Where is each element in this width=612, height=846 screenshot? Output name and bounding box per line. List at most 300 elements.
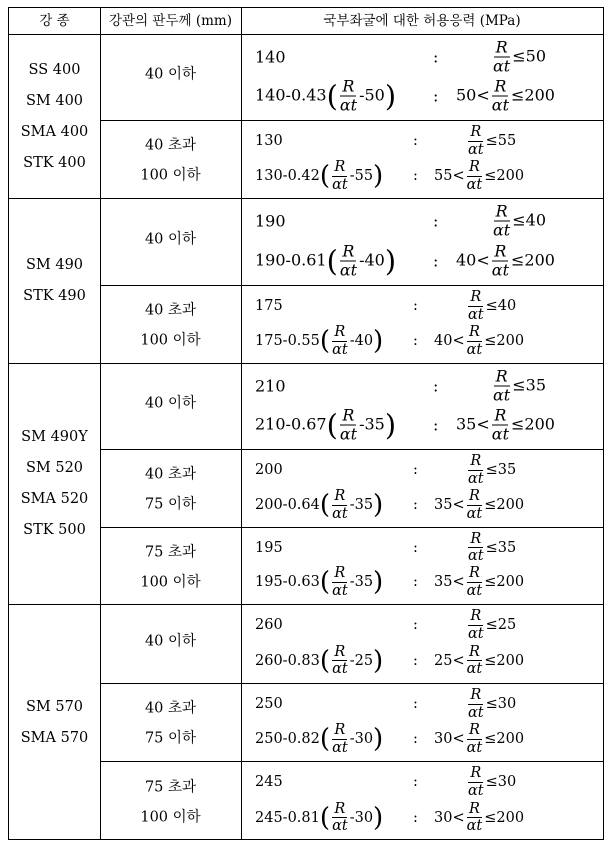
fraction-denominator: αt — [339, 424, 358, 444]
r-over-alpha-t-fraction — [465, 160, 485, 192]
stress-constant: 260 — [255, 617, 283, 634]
limit-value: 30 — [497, 696, 517, 713]
range-lower: 40 — [456, 250, 477, 270]
fraction-numerator: R — [334, 324, 346, 341]
close-paren: ) — [373, 326, 384, 357]
subrow-divider — [100, 449, 603, 450]
formula-limit: 35 — [354, 574, 374, 591]
le-sign: ≤ — [485, 539, 498, 556]
steel-grade-label: SM 570 — [25, 698, 84, 715]
range-condition — [456, 407, 555, 442]
range-condition — [434, 723, 524, 755]
r-over-alpha-t-fraction — [330, 325, 350, 357]
stress-constant: 130 — [255, 133, 283, 150]
range-lower: 35 — [434, 574, 453, 591]
r-over-alpha-t-fraction — [338, 78, 359, 113]
formula-limit: 25 — [354, 652, 374, 669]
thickness-label: 40 초과 — [144, 137, 197, 154]
r-over-alpha-t-fraction — [491, 37, 512, 76]
range-upper: 200 — [496, 731, 525, 748]
stress-constant: 140 — [255, 47, 286, 67]
thickness-label: 40 이하 — [144, 395, 197, 412]
formula-coefficient: 195-0.63 — [255, 574, 320, 591]
fraction-numerator: R — [468, 565, 480, 582]
le-sign: ≤ — [484, 652, 497, 669]
condition-separator: : — [433, 86, 439, 106]
fraction-numerator: R — [470, 530, 482, 547]
fraction-denominator: αt — [466, 505, 483, 522]
formula-limit: 55 — [354, 168, 374, 185]
stress-formula — [255, 243, 396, 278]
range-condition — [434, 160, 524, 192]
open-paren: ( — [319, 802, 331, 833]
fraction-numerator: R — [468, 722, 480, 739]
r-over-alpha-t-fraction — [466, 532, 486, 564]
range-upper: 200 — [524, 414, 555, 434]
fraction-denominator: αt — [493, 385, 511, 405]
condition-separator: : — [413, 731, 418, 748]
header-thickness: 강관의 판두께 (mm) — [109, 13, 232, 29]
range-upper: 200 — [496, 168, 525, 185]
formula-coefficient: 245-0.81 — [255, 809, 320, 826]
range-upper: 200 — [524, 250, 555, 270]
fraction-numerator: R — [468, 800, 480, 817]
fraction-numerator: R — [468, 488, 480, 505]
minus-sign: - — [349, 333, 355, 350]
allowable-stress-table — [8, 7, 604, 840]
le-sign: ≤ — [485, 617, 498, 634]
stress-formula — [255, 489, 383, 521]
upper-limit-condition — [491, 366, 546, 405]
condition-separator: : — [433, 376, 439, 396]
r-over-alpha-t-fraction — [330, 160, 350, 192]
stress-formula — [255, 723, 383, 755]
condition-separator: : — [433, 415, 439, 435]
condition-separator: : — [413, 652, 418, 669]
stress-formula — [255, 160, 383, 192]
steel-grade-label: SM 400 — [25, 92, 84, 109]
thickness-label: 40 이하 — [144, 633, 197, 649]
fraction-numerator: R — [334, 800, 346, 817]
formula-limit: 40 — [354, 333, 374, 350]
fraction-numerator: R — [495, 366, 508, 386]
fraction-denominator: αt — [332, 818, 348, 835]
minus-sign: - — [359, 85, 365, 105]
le-sign: ≤ — [485, 696, 498, 713]
thickness-label: 100 이하 — [140, 809, 201, 825]
fraction-numerator: R — [334, 488, 346, 505]
fraction-numerator: R — [495, 201, 508, 221]
fraction-numerator: R — [494, 241, 507, 261]
steel-grade-label: STK 400 — [23, 154, 86, 171]
fraction-denominator: αt — [339, 260, 358, 280]
le-sign: ≤ — [485, 133, 498, 150]
r-over-alpha-t-fraction — [330, 645, 350, 677]
fraction-denominator: αt — [466, 818, 483, 835]
limit-value: 55 — [497, 133, 517, 150]
r-over-alpha-t-fraction — [330, 566, 350, 598]
condition-separator: : — [413, 774, 418, 791]
limit-value: 35 — [525, 375, 546, 395]
open-paren: ( — [319, 490, 331, 521]
condition-separator: : — [413, 462, 418, 479]
range-upper: 200 — [524, 85, 555, 105]
fraction-numerator: R — [334, 643, 346, 660]
r-over-alpha-t-fraction — [465, 325, 485, 357]
fraction-denominator: αt — [466, 582, 483, 599]
r-over-alpha-t-fraction — [338, 243, 359, 278]
stress-formula — [255, 645, 383, 677]
fraction-denominator: αt — [332, 505, 348, 522]
lt-sign: < — [476, 85, 490, 105]
le-sign: ≤ — [484, 333, 497, 350]
condition-separator: : — [413, 333, 418, 350]
le-sign: ≤ — [484, 497, 497, 514]
stress-constant: 175 — [255, 298, 283, 315]
header-steel-type: 강 종 — [39, 13, 70, 29]
range-lower: 30 — [434, 809, 453, 826]
fraction-denominator: αt — [332, 661, 348, 678]
thickness-label: 75 초과 — [144, 779, 197, 795]
column-divider-1 — [100, 8, 101, 839]
minus-sign: - — [349, 731, 355, 748]
le-sign: ≤ — [511, 85, 525, 105]
range-lower: 50 — [456, 85, 477, 105]
stress-formula — [255, 566, 383, 598]
range-condition — [434, 325, 524, 357]
r-over-alpha-t-fraction — [338, 407, 359, 442]
close-paren: ) — [384, 407, 397, 442]
upper-limit-condition — [466, 532, 516, 564]
lt-sign: < — [452, 574, 465, 591]
close-paren: ) — [373, 645, 384, 676]
upper-limit-condition — [466, 609, 516, 641]
range-lower: 30 — [434, 731, 453, 748]
r-over-alpha-t-fraction — [490, 407, 511, 442]
le-sign: ≤ — [484, 731, 497, 748]
open-paren: ( — [319, 724, 331, 755]
minus-sign: - — [349, 497, 355, 514]
upper-limit-condition — [466, 766, 516, 798]
formula-coefficient: 250-0.82 — [255, 731, 320, 748]
le-sign: ≤ — [511, 250, 525, 270]
fraction-numerator: R — [470, 687, 482, 704]
lt-sign: < — [452, 497, 465, 514]
upper-limit-condition — [466, 125, 516, 157]
fraction-numerator: R — [470, 453, 482, 470]
formula-limit: 30 — [354, 731, 374, 748]
close-paren: ) — [373, 490, 384, 521]
upper-limit-condition — [466, 688, 516, 720]
fraction-denominator: αt — [332, 582, 348, 599]
fraction-denominator: αt — [332, 341, 348, 358]
fraction-denominator: αt — [468, 141, 484, 158]
le-sign: ≤ — [485, 298, 498, 315]
fraction-denominator: αt — [468, 782, 484, 799]
limit-value: 50 — [525, 46, 546, 66]
le-sign: ≤ — [512, 375, 526, 395]
range-upper: 200 — [496, 333, 525, 350]
formula-coefficient: 200-0.64 — [255, 497, 320, 514]
fraction-denominator: αt — [332, 739, 348, 756]
fraction-denominator: αt — [466, 739, 483, 756]
close-paren: ) — [373, 161, 384, 192]
limit-value: 40 — [497, 298, 517, 315]
upper-limit-condition — [491, 201, 546, 240]
r-over-alpha-t-fraction — [466, 609, 486, 641]
fraction-denominator: αt — [493, 56, 511, 76]
fraction-denominator: αt — [491, 424, 509, 444]
limit-value: 30 — [497, 774, 517, 791]
fraction-denominator: αt — [468, 548, 484, 565]
thickness-label: 100 이하 — [140, 574, 201, 590]
lt-sign: < — [452, 809, 465, 826]
fraction-numerator: R — [334, 722, 346, 739]
upper-limit-condition — [491, 37, 546, 76]
steel-grade-label: STK 490 — [23, 288, 86, 304]
fraction-numerator: R — [494, 76, 507, 96]
lt-sign: < — [476, 414, 490, 434]
stress-constant: 245 — [255, 774, 283, 791]
range-upper: 200 — [496, 652, 525, 669]
formula-limit: 30 — [354, 809, 374, 826]
range-lower: 40 — [434, 333, 453, 350]
range-upper: 200 — [496, 497, 525, 514]
condition-separator: : — [413, 574, 418, 591]
range-lower: 35 — [434, 497, 453, 514]
lt-sign: < — [452, 168, 465, 185]
fraction-numerator: R — [342, 241, 355, 261]
stress-formula — [255, 407, 396, 442]
fraction-numerator: R — [494, 405, 507, 425]
lt-sign: < — [452, 652, 465, 669]
condition-separator: : — [413, 298, 418, 315]
range-condition — [434, 802, 524, 834]
open-paren: ( — [319, 567, 331, 598]
formula-coefficient: 190-0.61 — [255, 250, 327, 270]
limit-value: 40 — [525, 210, 546, 230]
column-divider-2 — [241, 8, 242, 839]
condition-separator: : — [413, 696, 418, 713]
r-over-alpha-t-fraction — [330, 723, 350, 755]
stress-constant: 210 — [255, 376, 286, 396]
r-over-alpha-t-fraction — [466, 290, 486, 322]
fraction-denominator: αt — [466, 176, 483, 193]
header-divider — [9, 34, 603, 35]
r-over-alpha-t-fraction — [491, 366, 512, 405]
range-condition — [434, 566, 524, 598]
r-over-alpha-t-fraction — [466, 688, 486, 720]
open-paren: ( — [326, 243, 338, 278]
fraction-denominator: αt — [339, 95, 358, 115]
le-sign: ≤ — [485, 462, 498, 479]
fraction-denominator: αt — [491, 95, 509, 115]
steel-grade-label: SM 490 — [25, 257, 84, 273]
formula-coefficient: 175-0.55 — [255, 333, 320, 350]
lt-sign: < — [452, 731, 465, 748]
upper-limit-condition — [466, 454, 516, 486]
fraction-numerator: R — [342, 76, 355, 96]
steel-grade-label: SMA 400 — [20, 123, 89, 140]
minus-sign: - — [349, 168, 355, 185]
fraction-denominator: αt — [468, 306, 484, 323]
fraction-denominator: αt — [493, 220, 511, 240]
minus-sign: - — [359, 250, 365, 270]
condition-separator: : — [413, 617, 418, 634]
open-paren: ( — [326, 407, 338, 442]
r-over-alpha-t-fraction — [330, 489, 350, 521]
range-condition — [456, 78, 555, 113]
close-paren: ) — [373, 802, 384, 833]
stress-formula — [255, 78, 396, 113]
le-sign: ≤ — [484, 574, 497, 591]
thickness-label: 40 이하 — [144, 231, 197, 247]
formula-coefficient: 140-0.43 — [255, 85, 327, 105]
formula-coefficient: 130-0.42 — [255, 168, 320, 185]
r-over-alpha-t-fraction — [465, 802, 485, 834]
r-over-alpha-t-fraction — [465, 566, 485, 598]
fraction-numerator: R — [334, 159, 346, 176]
subrow-divider — [100, 761, 603, 762]
le-sign: ≤ — [512, 46, 526, 66]
condition-separator: : — [433, 211, 439, 231]
thickness-label: 40 초과 — [144, 700, 197, 717]
thickness-label: 40 초과 — [144, 302, 197, 319]
formula-limit: 35 — [354, 497, 374, 514]
r-over-alpha-t-fraction — [465, 489, 485, 521]
limit-value: 25 — [497, 617, 517, 634]
condition-separator: : — [413, 133, 418, 150]
group-divider — [9, 604, 603, 605]
r-over-alpha-t-fraction — [465, 723, 485, 755]
r-over-alpha-t-fraction — [330, 802, 350, 834]
fraction-numerator: R — [468, 324, 480, 341]
thickness-label: 100 이하 — [140, 167, 201, 184]
lt-sign: < — [452, 333, 465, 350]
close-paren: ) — [373, 724, 384, 755]
stress-formula — [255, 802, 383, 834]
stress-formula — [255, 325, 383, 357]
fraction-numerator: R — [495, 37, 508, 57]
le-sign: ≤ — [484, 809, 497, 826]
condition-separator: : — [413, 809, 418, 826]
formula-limit: 35 — [364, 414, 385, 434]
stress-constant: 200 — [255, 462, 283, 479]
fraction-numerator: R — [470, 765, 482, 782]
le-sign: ≤ — [484, 168, 497, 185]
condition-separator: : — [413, 168, 418, 185]
minus-sign: - — [349, 652, 355, 669]
le-sign: ≤ — [512, 210, 526, 230]
formula-limit: 40 — [364, 250, 385, 270]
le-sign: ≤ — [485, 774, 498, 791]
range-lower: 35 — [456, 414, 477, 434]
r-over-alpha-t-fraction — [490, 78, 511, 113]
subrow-divider — [100, 285, 603, 286]
range-upper: 200 — [496, 574, 525, 591]
subrow-divider — [100, 120, 603, 121]
fraction-denominator: αt — [332, 176, 348, 193]
steel-grade-label: SM 520 — [25, 460, 84, 476]
thickness-label: 75 이하 — [144, 496, 197, 513]
minus-sign: - — [359, 414, 365, 434]
r-over-alpha-t-fraction — [466, 766, 486, 798]
fraction-denominator: αt — [468, 470, 484, 487]
close-paren: ) — [384, 78, 397, 113]
range-upper: 200 — [496, 809, 525, 826]
r-over-alpha-t-fraction — [465, 645, 485, 677]
steel-grade-label: SMA 520 — [20, 491, 89, 507]
fraction-numerator: R — [342, 405, 355, 425]
stress-constant: 195 — [255, 539, 283, 556]
r-over-alpha-t-fraction — [490, 243, 511, 278]
group-divider — [9, 363, 603, 364]
subrow-divider — [100, 683, 603, 684]
range-lower: 25 — [434, 652, 453, 669]
fraction-denominator: αt — [466, 661, 483, 678]
steel-grade-label: STK 500 — [23, 522, 86, 538]
range-condition — [434, 489, 524, 521]
thickness-label: 75 초과 — [144, 544, 197, 560]
fraction-numerator: R — [470, 289, 482, 306]
open-paren: ( — [326, 78, 338, 113]
condition-separator: : — [413, 539, 418, 556]
r-over-alpha-t-fraction — [466, 125, 486, 157]
range-lower: 55 — [434, 168, 453, 185]
limit-value: 35 — [497, 539, 517, 556]
condition-separator: : — [433, 47, 439, 67]
subrow-divider — [100, 527, 603, 528]
thickness-label: 75 이하 — [144, 730, 197, 747]
close-paren: ) — [384, 243, 397, 278]
fraction-numerator: R — [470, 124, 482, 141]
thickness-label: 40 이하 — [144, 66, 197, 83]
condition-separator: : — [433, 251, 439, 271]
formula-coefficient: 260-0.83 — [255, 652, 320, 669]
open-paren: ( — [319, 161, 331, 192]
minus-sign: - — [349, 809, 355, 826]
fraction-denominator: αt — [468, 625, 484, 642]
fraction-numerator: R — [470, 608, 482, 625]
header-stress: 국부좌굴에 대한 허용응력 (MPa) — [323, 13, 521, 29]
condition-separator: : — [413, 497, 418, 514]
r-over-alpha-t-fraction — [466, 454, 486, 486]
upper-limit-condition — [466, 290, 516, 322]
thickness-label: 100 이하 — [140, 332, 201, 349]
fraction-denominator: αt — [491, 260, 509, 280]
stress-constant: 250 — [255, 696, 283, 713]
r-over-alpha-t-fraction — [491, 201, 512, 240]
formula-limit: 50 — [364, 85, 385, 105]
group-divider — [9, 198, 603, 199]
range-condition — [456, 243, 555, 278]
steel-grade-label: SM 490Y — [21, 429, 88, 445]
close-paren: ) — [373, 567, 384, 598]
fraction-numerator: R — [468, 159, 480, 176]
steel-grade-label: SS 400 — [28, 61, 81, 78]
lt-sign: < — [476, 250, 490, 270]
stress-constant: 190 — [255, 211, 286, 231]
minus-sign: - — [349, 574, 355, 591]
fraction-denominator: αt — [466, 341, 483, 358]
fraction-denominator: αt — [468, 704, 484, 721]
le-sign: ≤ — [511, 414, 525, 434]
range-condition — [434, 645, 524, 677]
steel-grade-label: SMA 570 — [20, 729, 89, 746]
limit-value: 35 — [497, 462, 517, 479]
thickness-label: 40 초과 — [144, 466, 197, 483]
formula-coefficient: 210-0.67 — [255, 414, 327, 434]
